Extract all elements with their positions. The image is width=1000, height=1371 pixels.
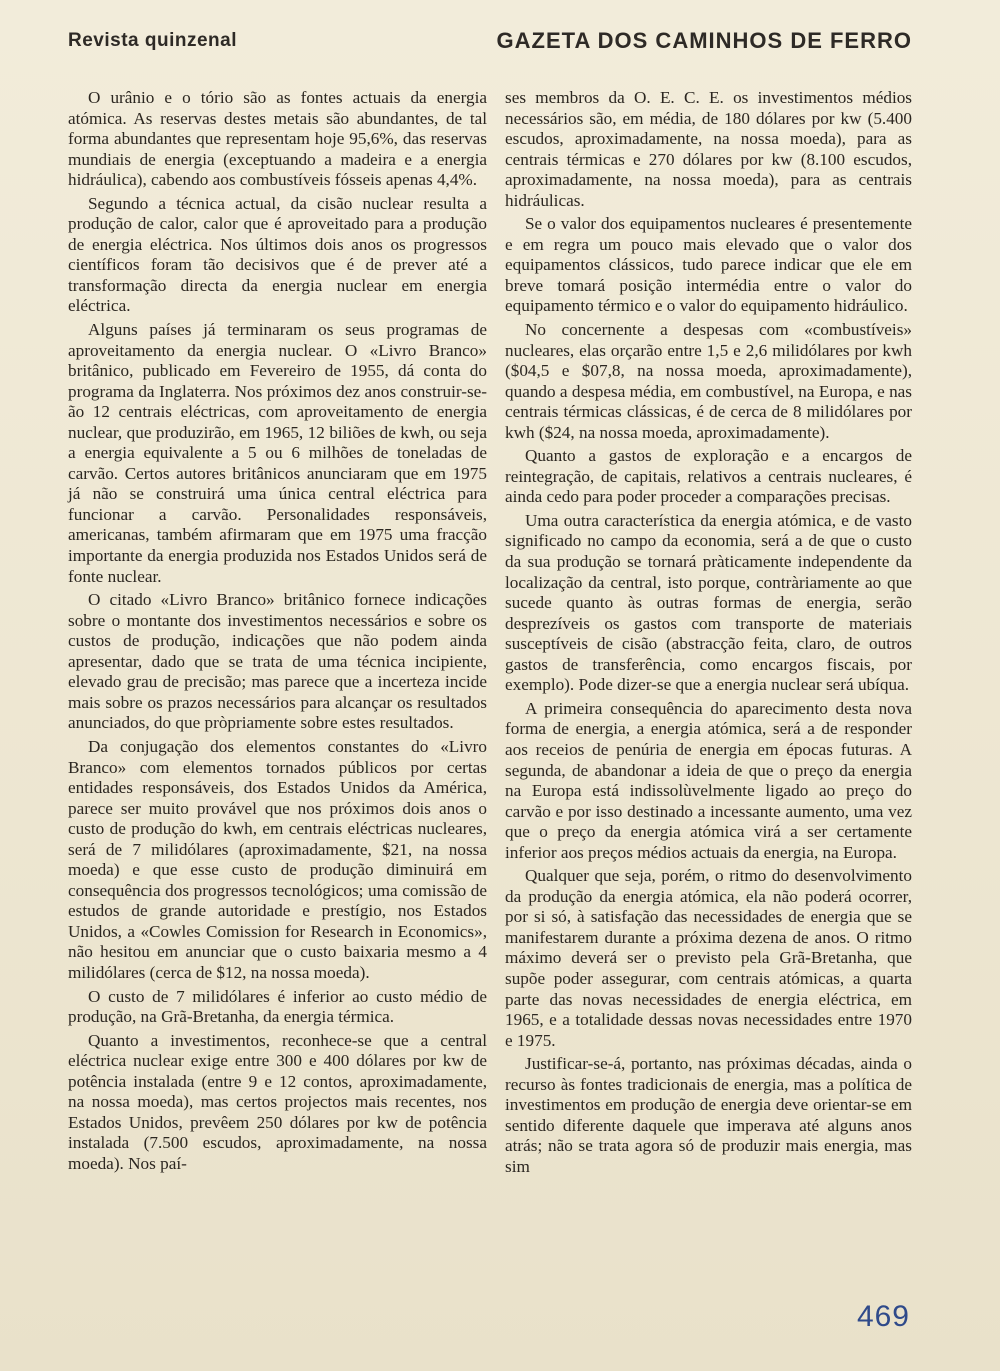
paragraph: Quanto a gastos de exploração e a encargos de reintegração, de capitais, relativos a centrais nucleares, é ainda cedo para poder proceder a comparações precisas.	[505, 446, 912, 507]
paragraph-continuation: ses membros da O. E. C. E. os investimentos médios necessários são, em média, de 180 dólares por kw (5.400 escudos, aproximadamente, na nossa moeda), para as centrais térmicas e 270 dólares por kw (8.100 escudos, aproximadamente, na nossa moeda), para as centrais hidráulicas.	[505, 88, 912, 210]
paragraph: A primeira consequência do aparecimento desta nova forma de energia, a energia atómica, será a de responder aos receios de penúria de energia em épocas futuras. A segunda, de abandonar a ideia de que o preço da energia na Europa está indissolùvelmente ligado ao preço do carvão e por isso destinado a incessante aumento, uma vez que o preço da energia atómica virá a ser certamente inferior aos preços médios actuais da energia, na Europa.	[505, 698, 912, 862]
paragraph: Quanto a investimentos, reconhece-se que a central eléctrica nuclear exige entre 300 e 400 dólares por kw de potência instalada (entre 9 e 12 contos, aproximadamente, na nossa moeda), mas certos projectos mais recentes, nos Estados Unidos, prevêem 250 dólares por kw de potência instalada (7.500 escudos, aproximadamente, na nossa moeda). Nos paí-	[68, 1030, 487, 1173]
right-column	[505, 88, 912, 1177]
paragraph: No concernente a despesas com «combustíveis» nucleares, elas orçarão entre 1,5 e 2,6 milidólares por kwh ($04,5 e $07,8, na nossa moeda, aproximadamente), quando a despesa média, em combustível, na Europa, e nas centrais térmicas clássicas, é de cerca de 8 milidólares por kwh ($24, na nossa moeda, aproximadamente).	[505, 320, 912, 442]
left-column	[68, 88, 487, 1174]
paragraph: Da conjugação dos elementos constantes do «Livro Branco» com elementos tornados públicos por certas entidades responsáveis, dos Estados Unidos da América, parece ser muito provável que nos próximos dois anos o custo de produção do kwh, em centrais eléctricas nucleares, será de 7 milidólares (aproximadamente, $21, na nossa moeda) e que esse custo de produção diminuirá em consequência dos progressos tecnológicos; uma comissão de estudos de grande autoridade e prestígio, nos Estados Unidos, a «Cowles Comission for Research in Economics», não hesitou em anunciar que o custo baixaria mesmo a 4 milidólares (cerca de $12, na nossa moeda).	[68, 736, 487, 982]
paragraph: Justificar-se-á, portanto, nas próximas décadas, ainda o recurso às fontes tradicionais de energia, mas a política de investimentos em produção de energia deve orientar-se em sentido diferente daquele que imperava até alguns anos atrás; não se trata agora só de produzir mais energia, mas sim	[505, 1054, 912, 1176]
paragraph: Alguns países já terminaram os seus programas de aproveitamento da energia nuclear. O «Livro Branco» britânico, publicado em Fevereiro de 1955, dá conta do programa da Inglaterra. Nos próximos dez anos construir-se-ão 12 centrais eléctricas, com aproveitamento de energia nuclear, que produzirão, em 1965, 12 biliões de kwh, ou seja a energia equivalente a 5 ou 6 milhões de toneladas de carvão. Certos autores britânicos anunciaram que em 1975 já não se construirá uma única central eléctrica para funcionar a carvão. Personalidades responsáveis, americanas, também afirmaram que em 1975 uma fracção importante da energia produzida nos Estados Unidos será de fonte nuclear.	[68, 320, 487, 586]
journal-title: GAZETA DOS CAMINHOS DE FERRO	[496, 28, 912, 53]
paragraph: Qualquer que seja, porém, o ritmo do desenvolvimento da produção da energia atómica, ela não poderá ocorrer, por si só, à satisfação das necessidades de energia que se manifestarem durante a próxima dezena de anos. O ritmo máximo deverá ser o previsto pela Grã-Bretanha, que supõe poder assegurar, com centrais atómicas, a quarta parte das novas necessidades de energia eléctrica, em 1965, e a totalidade dessas novas necessidades entre 1970 e 1975.	[505, 866, 912, 1050]
paragraph: O citado «Livro Branco» britânico fornece indicações sobre o montante dos investimentos necessários e sobre os custos de produção, indicações que não podem ainda apresentar, dado que se trata de uma técnica incipiente, elevado grau de precisão; mas parece que a incerteza incide mais sobre os prazos necessários para alcançar os resultados anunciados, do que pròpriamente sobre estes resultados.	[68, 590, 487, 733]
paragraph: Segundo a técnica actual, da cisão nuclear resulta a produção de calor, calor que é aproveitado para a produção de energia eléctrica. Nos últimos dois anos os progressos científicos foram tão decisivos que é de prever até a transformação directa da energia nuclear em energia eléctrica.	[68, 193, 487, 316]
publication-frequency: Revista quinzenal	[68, 30, 237, 51]
paragraph: Se o valor dos equipamentos nucleares é presentemente e em regra um pouco mais elevado que o valor dos equipamentos clássicos, tudo parece indicar que ele em breve tomará posição intermédia entre o valor do equipamento térmico e o valor do equipamento hidráulico.	[505, 214, 912, 316]
paragraph: O urânio e o tório são as fontes actuais da energia atómica. As reservas destes metais são abundantes, de tal forma abundantes que representam hoje 95,6%, das reservas mundiais de energia (exceptuando a madeira e a energia hidráulica), cabendo aos combustíveis fósseis apenas 4,4%.	[68, 88, 487, 190]
paragraph: Uma outra característica da energia atómica, e de vasto significado no campo da economia, será a de que o custo da sua produção se tornará pràticamente independente da localização da central, isto porque, contràriamente ao que sucede quanto às outras formas de energia, serão desprezíveis os gastos com transporte de materiais susceptíveis de cisão (abstracção feita, claro, de outros gastos de transferência, como encargos fiscais, por exemplo). Pode dizer-se que a energia nuclear será ubíqua.	[505, 510, 912, 695]
page-number: 469	[856, 1300, 910, 1333]
paragraph: O custo de 7 milidólares é inferior ao custo médio de produção, na Grã-Bretanha, da energia térmica.	[68, 986, 487, 1027]
